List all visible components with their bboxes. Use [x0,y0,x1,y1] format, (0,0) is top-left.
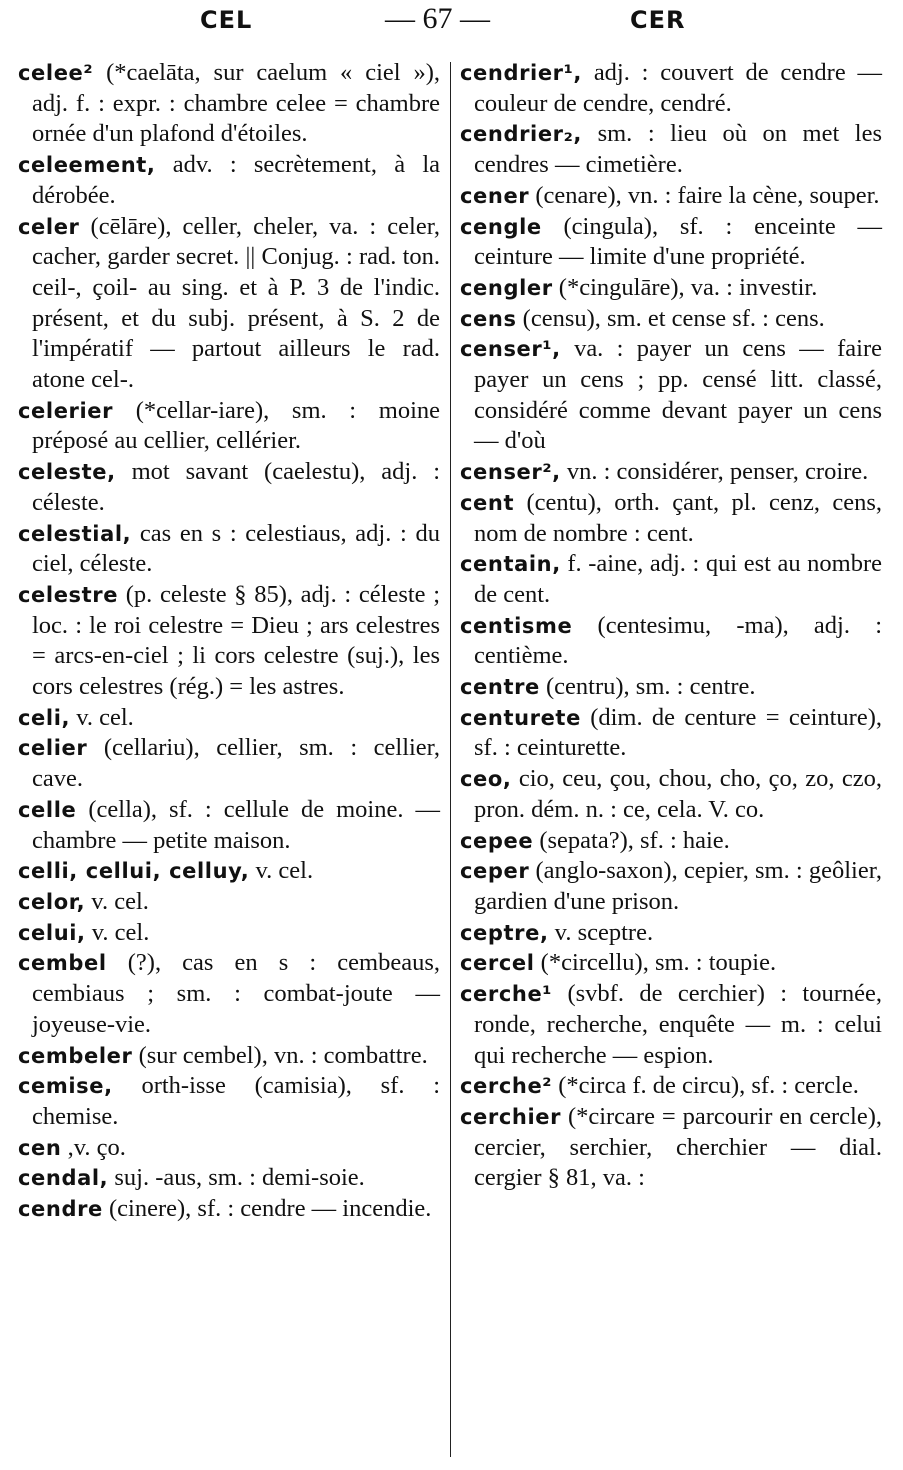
entry-headword: celestial, [18,521,132,546]
entry-definition: (sur cembel), vn. : combattre. [138,1041,428,1069]
entry-definition: (*caelāta, sur caelum « ciel »), adj. f. : expr. : chambre celee = chambre ornée d'un plafond d'étoiles. [32,59,440,148]
entry-definition: suj. -aus, sm. : demi-soie. [114,1164,365,1192]
entry-headword: celer [18,214,80,239]
dictionary-entry [18,212,440,396]
entry-headword: celestre [18,582,119,607]
entry-headword: centisme [460,613,573,638]
entry-definition: (*circellu), sm. : toupie. [540,949,777,977]
entry-headword: cembeler [18,1043,133,1068]
entry-headword: cent [460,490,515,515]
entry-headword: celi, [18,705,71,730]
entry-definition: sm. : lieu où on met les cendres — cimetière. [474,120,883,179]
entry-headword: cendrier¹, [460,61,583,85]
dictionary-entry [18,1041,440,1072]
entry-headword: ceper [460,859,530,884]
entry-headword: celeste, [18,460,116,485]
entry-definition: (?), cas en s : cembeaus, cembiaus ; sm. : combat-joute — joyeuse-vie. [32,949,440,1038]
entry-definition: (cenare), vn. : faire la cène, souper. [535,181,880,209]
dictionary-entry [460,119,882,180]
dictionary-entry [460,979,882,1071]
dictionary-entry [18,703,440,734]
entry-headword: celee² [18,61,94,85]
dictionary-entry [460,181,882,212]
dictionary-entry [18,795,440,856]
entry-headword: cepee [460,828,534,853]
dictionary-entry [18,1071,440,1132]
entry-definition: (cella), sf. : cellule de moine. — chambre — petite maison. [32,795,440,854]
dictionary-entry [18,948,440,1040]
dictionary-entry [18,519,440,580]
dictionary-entry [18,580,440,703]
entry-headword: cercel [460,951,535,976]
dictionary-entry [18,887,440,918]
entry-headword: censer¹, [460,337,561,362]
dictionary-entry [460,304,882,335]
entry-headword: cerche² [460,1074,553,1099]
entry-definition: (*cingulāre), va. : investir. [558,273,818,301]
dictionary-entry [18,733,440,794]
entry-definition: v. cel. [255,857,314,885]
entry-definition: (cēlāre), celler, cheler, va. : celer, cacher, garder secret. || Conjug. : rad. ton. ceil-, çoil- au sing. et à P. 3 de l'indic. présent, et du subj. présent, à S. 2 de l'impératif — partout ailleurs le rad. atone cel-. [32,212,440,394]
dictionary-entry [460,549,882,610]
dictionary-entry [460,58,882,119]
dictionary-entry [460,918,882,949]
entry-definition: mot savant (caelestu), adj. : céleste. [32,458,441,516]
entry-headword: cendre [18,1197,103,1222]
entry-headword: centre [460,675,540,700]
dictionary-entry [460,948,882,979]
dictionary-entry [460,1102,882,1194]
dictionary-entry [460,611,882,672]
page-number: — 67 — [385,2,490,35]
dictionary-entry [18,150,440,211]
entry-definition: (cinere), sf. : cendre — incendie. [109,1195,432,1223]
entry-headword: cembel [18,951,107,976]
entry-definition: (sepata?), sf. : haie. [539,826,730,854]
dictionary-entry [18,1163,440,1194]
entry-definition: (centu), orth. çant, pl. cenz, cens, nom de nombre : cent. [474,488,882,547]
dictionary-entry [460,703,882,764]
entry-definition: (cellariu), cellier, sm. : cellier, cave. [32,734,440,793]
dictionary-entry [460,488,882,549]
entry-definition: ,v. ço. [67,1133,126,1161]
dictionary-entry [18,856,440,887]
entry-definition: vn. : considérer, penser, croire. [566,458,869,486]
entry-definition: (svbf. de cerchier) : tournée, ronde, recherche, enquête — m. : celui qui recherche — espion. [474,980,882,1069]
entry-definition: v. cel. [91,918,150,946]
entry-headword: cener [460,183,530,208]
entry-headword: cengler [460,275,553,300]
entry-headword: cens [460,306,517,331]
entry-headword: cengle [460,214,542,239]
entry-definition: va. : payer un cens — faire payer un cens ; pp. censé litt. classé, considéré comme devant payer un cens — d'où [474,335,882,455]
entry-definition: v. cel. [76,703,134,731]
dictionary-entry [18,396,440,457]
entry-definition: (anglo-saxon), cepier, sm. : geôlier, gardien d'une prison. [474,857,882,915]
entry-headword: celle [18,797,77,822]
entry-headword: centain, [460,552,561,577]
entry-headword: cendrier₂, [460,122,583,147]
dictionary-entry [460,672,882,703]
dictionary-entry [18,1133,440,1164]
entry-definition: adj. : couvert de cendre — couleur de cendre, cendré. [474,59,883,117]
entry-definition: v. sceptre. [554,918,654,946]
dictionary-entry [460,826,882,857]
entry-headword: cerche¹ [460,982,553,1007]
entry-definition: (p. celeste § 85), adj. : céleste ; loc. : le roi celestre = Dieu ; ars celestres = arcs-en-ciel ; li cors celestre (suj.), les cors celestres (rég.) = les astres. [32,580,441,701]
dictionary-entry [460,212,882,273]
entry-headword: censer², [460,460,561,485]
entry-headword: ceptre, [460,920,549,945]
dictionary-entry [18,457,440,518]
entry-headword: celor, [18,889,86,914]
entry-headword: centurete [460,705,581,730]
column-divider [450,62,451,1457]
entry-headword: celli, cellui, celluy, [18,859,250,884]
dictionary-entry [18,1194,440,1225]
entry-headword: cendal, [18,1166,109,1191]
dictionary-entry [460,1071,882,1102]
dictionary-entry [460,764,882,825]
entry-headword: celier [18,736,88,761]
entry-definition: (*cellar-iare), sm. : moine préposé au cellier, cellérier. [32,396,441,455]
dictionary-entry [460,273,882,304]
entry-headword: celui, [18,920,86,945]
dictionary-entry [460,457,882,488]
entry-definition: orth-isse (camisia), sf. : chemise. [32,1072,440,1130]
entry-headword: ceo, [460,767,512,792]
entry-definition: (cingula), sf. : enceinte — ceinture — limite d'une propriété. [474,212,882,271]
entry-definition: cio, ceu, çou, chou, cho, ço, zo, czo, pron. dém. n. : ce, cela. V. co. [474,765,882,823]
right-column [460,58,882,1470]
entry-definition: (dim. de centure = ceinture), sf. : ceinturette. [474,703,882,762]
entry-definition: (centru), sm. : centre. [546,673,756,701]
page-header [0,0,903,52]
dictionary-entry [460,334,882,457]
entry-definition: adv. : secrètement, à la dérobée. [32,151,440,209]
dictionary-entry [460,856,882,917]
header-last-word: CER [630,6,686,34]
entry-headword: cerchier [460,1104,562,1129]
entry-definition: cas en s : celestiaus, adj. : du ciel, céleste. [32,519,440,578]
entry-definition: (censu), sm. et cense sf. : cens. [522,304,825,332]
entry-headword: celeement, [18,153,156,178]
dictionary-entry [18,918,440,949]
left-column [18,58,440,1470]
header-first-word: CEL [200,6,253,34]
entry-definition: v. cel. [91,887,149,915]
entry-headword: cemise, [18,1074,113,1099]
entry-definition: f. -aine, adj. : qui est au nombre de cent. [474,550,882,608]
dictionary-entry [18,58,440,150]
entry-definition: (centesimu, -ma), adj. : centième. [474,611,883,670]
entry-definition: (*circare = parcourir en cercle), cercier, serchier, cherchier — dial. cergier § 81, va. : [474,1102,882,1192]
entry-headword: cen [18,1135,62,1160]
entry-headword: celerier [18,398,114,423]
entry-definition: (*circa f. de circu), sf. : cercle. [558,1072,859,1100]
